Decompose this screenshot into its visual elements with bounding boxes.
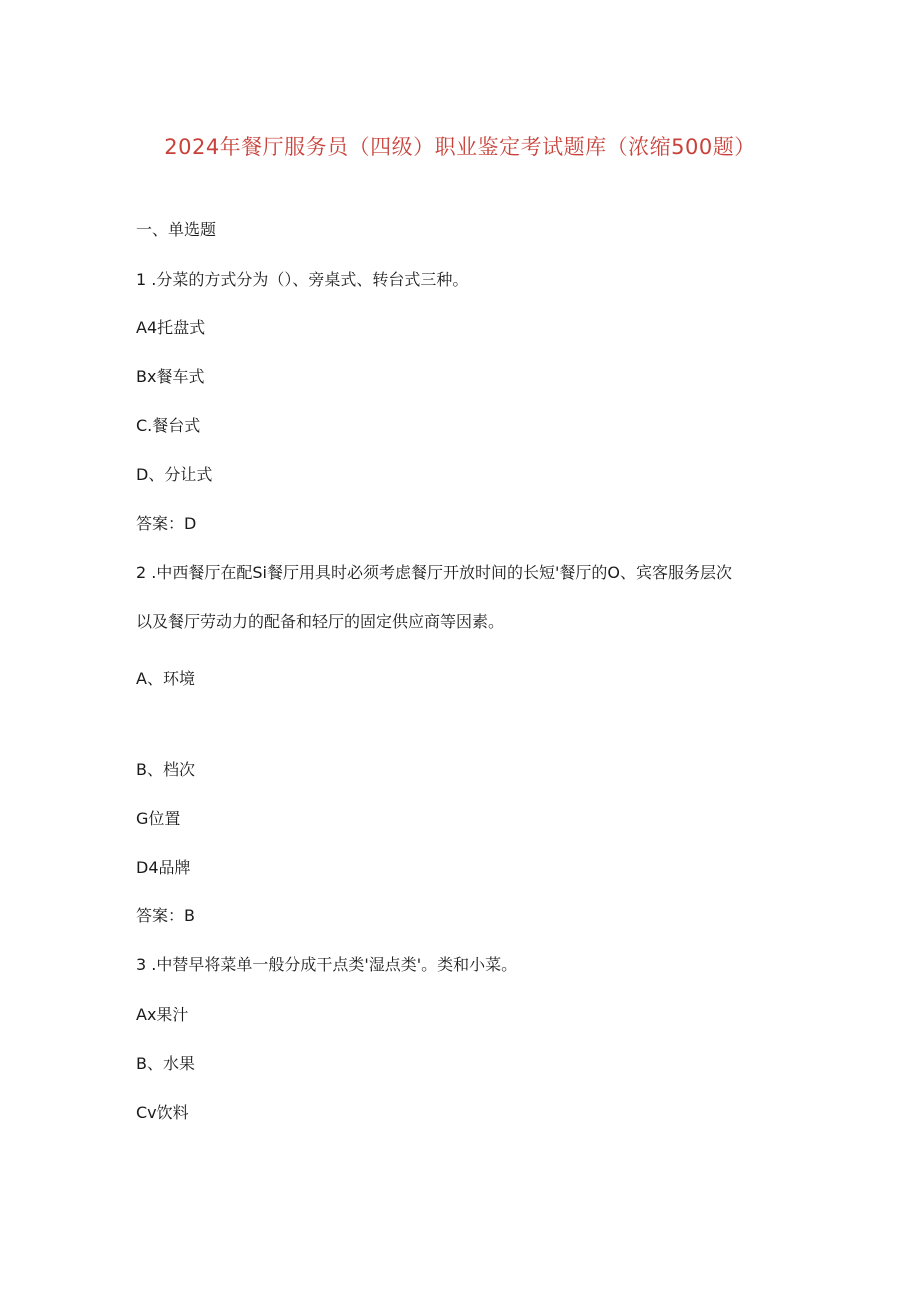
- question-3-option-c: Cv饮料: [136, 1103, 189, 1122]
- question-3-option-b: B、水果: [136, 1054, 195, 1073]
- question-1-stem: 1 .分菜的方式分为（）、旁桌式、转台式三种。: [136, 270, 469, 289]
- question-2-option-d: D4品牌: [136, 858, 191, 877]
- question-3-option-a: Ax果汁: [136, 1005, 189, 1024]
- question-1-option-b: Bx餐车式: [136, 367, 205, 386]
- question-1-option-d: D、分让式: [136, 465, 213, 484]
- question-2-answer: 答案：B: [136, 906, 195, 925]
- question-3-stem: 3 .中替早将菜单一般分成干点类'湿点类'。类和小菜。: [136, 955, 518, 974]
- question-2-stem-line-2: 以及餐厅劳动力的配备和轻厅的固定供应商等因素。: [136, 612, 505, 631]
- section-heading: 一、单选题: [136, 220, 217, 239]
- question-1-answer: 答案：D: [136, 514, 197, 533]
- question-2-option-b: B、档次: [136, 760, 195, 779]
- question-2-stem-line-1: 2 .中西餐厅在配Si餐厅用具时必须考虑餐厅开放时间的长短'餐厅的O、宾客服务层次: [136, 563, 732, 582]
- document-title: 2024年餐厅服务员（四级）职业鉴定考试题库（浓缩500题）: [164, 135, 756, 159]
- question-2-option-c: G位置: [136, 809, 181, 828]
- question-1-option-a: A4托盘式: [136, 318, 206, 337]
- question-1-option-c: C.餐台式: [136, 416, 201, 435]
- question-2-option-a: A、环境: [136, 669, 195, 688]
